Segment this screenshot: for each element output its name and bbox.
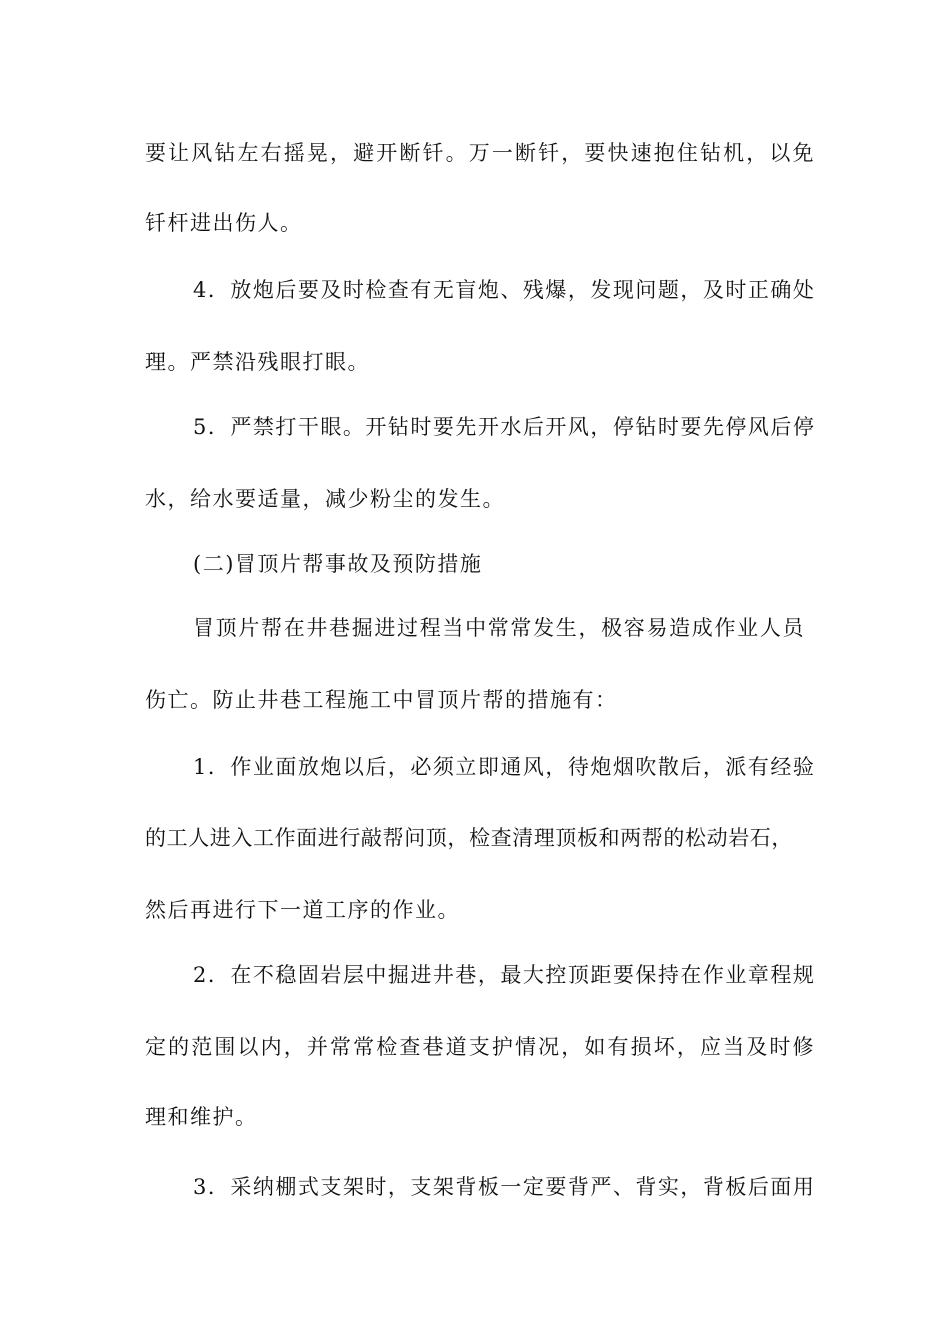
paragraph-line: 2．在不稳固岩层中掘进井巷，最大控顶距要保持在作业章程规 xyxy=(193,963,816,987)
paragraph-line: 5．严禁打干眼。开钻时要先开水后开风，停钻时要先停风后停 xyxy=(193,415,816,439)
paragraph-line: 理。严禁沿残眼打眼。 xyxy=(145,350,370,374)
paragraph-line: 然后再进行下一道工序的作业。 xyxy=(145,898,460,922)
paragraph-line: 水，给水要适量，减少粉尘的发生。 xyxy=(145,487,505,511)
paragraph-line: 伤亡。防止井巷工程施工中冒顶片帮的措施有： xyxy=(145,688,618,712)
paragraph-line: 冒顶片帮在井巷掘进过程当中常常发生，极容易造成作业人员 xyxy=(193,616,805,640)
paragraph-line: 钎杆进出伤人。 xyxy=(145,211,303,235)
section-heading: (二)冒顶片帮事故及预防措施 xyxy=(193,552,483,576)
paragraph-line: 4．放炮后要及时检查有无盲炮、残爆，发现问题，及时正确处 xyxy=(193,278,816,302)
paragraph-line: 定的范围以内，并常常检查巷道支护情况，如有损坏，应当及时修 xyxy=(145,1035,815,1059)
paragraph-line: 3．采纳棚式支架时，支架背板一定要背严、背实，背板后面用 xyxy=(193,1175,816,1199)
paragraph-line: 的工人进入工作面进行敲帮问顶，检查清理顶板和两帮的松动岩石， xyxy=(145,826,793,850)
paragraph-line: 1．作业面放炮以后，必须立即通风，待炮烟吹散后，派有经验 xyxy=(193,755,816,779)
paragraph-line: 要让风钻左右摇晃，避开断钎。万一断钎，要快速抱住钻机，以免 xyxy=(145,141,815,165)
paragraph-line: 理和维护。 xyxy=(145,1105,258,1129)
